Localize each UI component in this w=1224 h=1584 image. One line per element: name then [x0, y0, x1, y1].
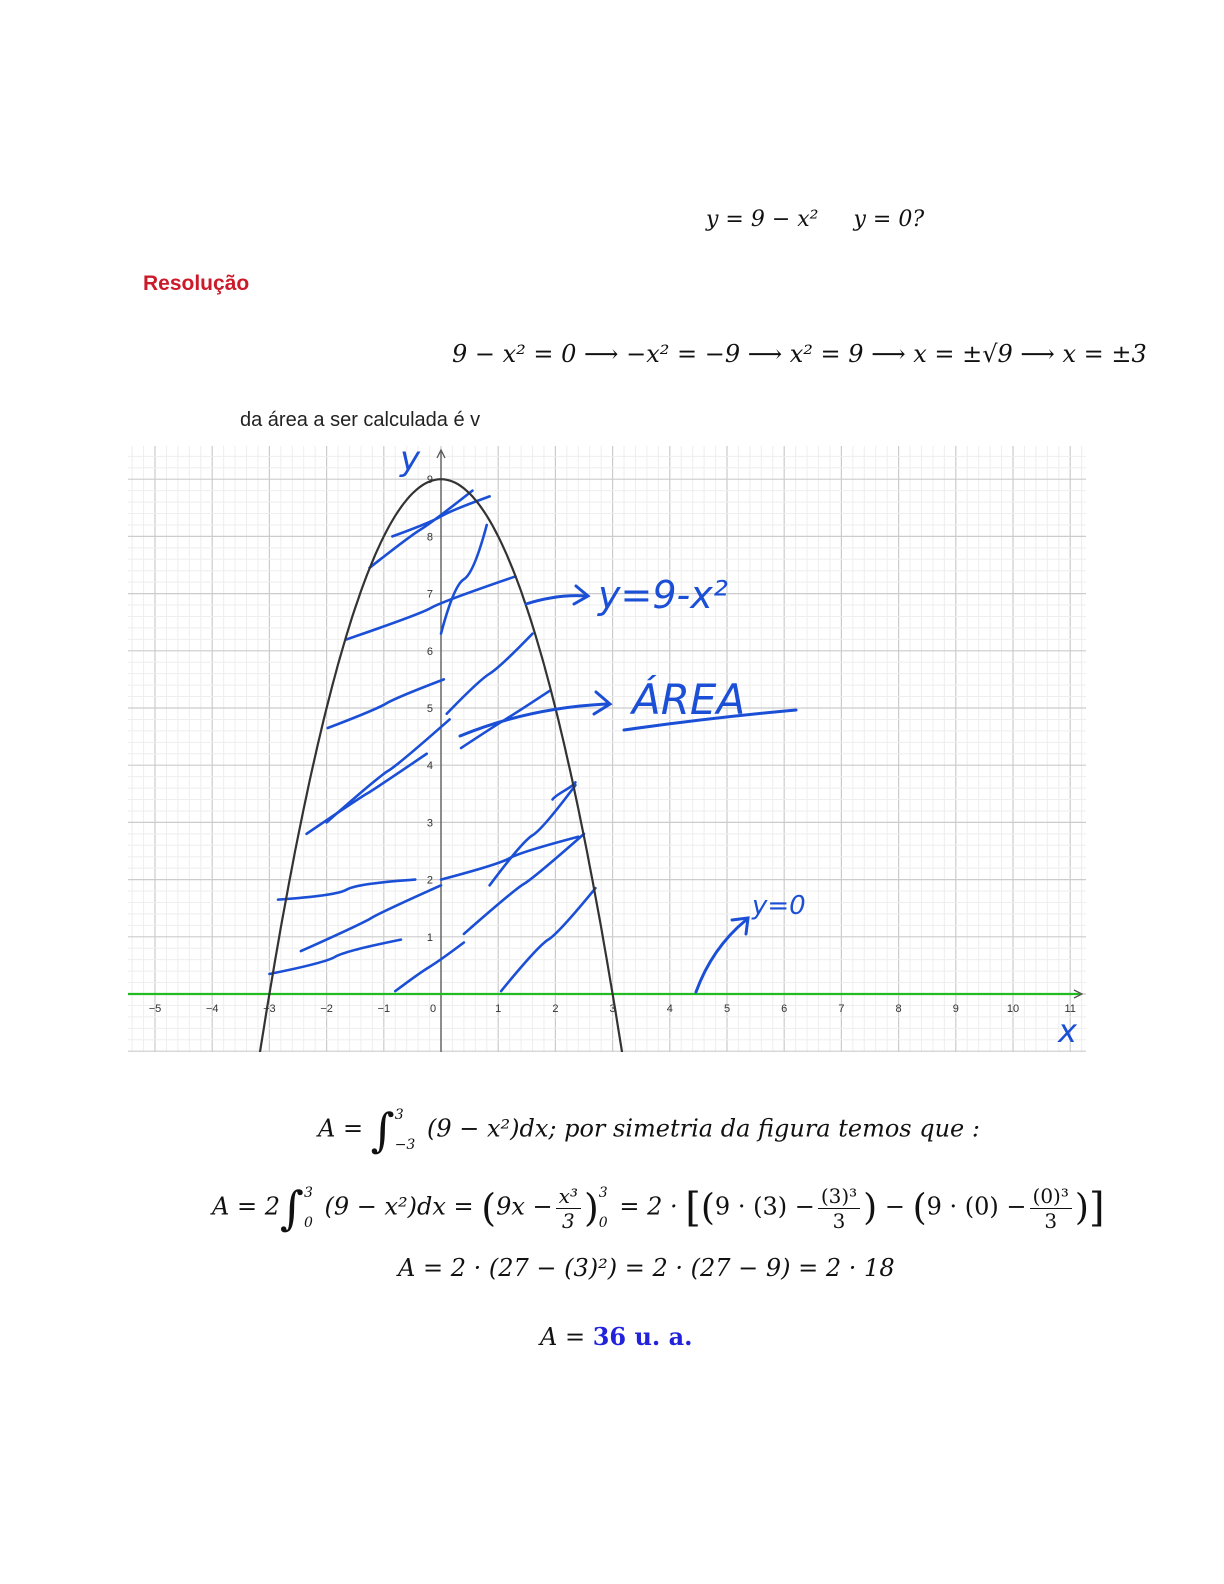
eq2-eval-b: 9 · (0) −: [926, 1192, 1027, 1221]
upper-limit: 3: [303, 1185, 313, 1201]
roots-equation: 9 − x² = 0 ⟶ −x² = −9 ⟶ x² = 9 ⟶ x = ±√9 ⟶ x = ±3: [452, 340, 1147, 368]
x-tick-label: −4: [205, 1003, 219, 1015]
curve-label-y-equals-9-minus-x2: y=9-x²: [598, 573, 728, 617]
paren-open: (: [481, 1186, 497, 1230]
frac-den: 3: [561, 1208, 575, 1233]
integral-line-3: A = 2 · (27 − (3)²) = 2 · (27 − 9) = 2 · 18: [398, 1254, 895, 1282]
x-tick-label: 7: [838, 1003, 845, 1015]
hatch-stroke: [269, 940, 401, 974]
y-tick-label: 3: [426, 817, 433, 830]
eq2-eval-a: 9 · (3) −: [714, 1192, 815, 1221]
paren-open: (: [700, 1187, 715, 1229]
y-axis-handwritten-label: y: [400, 446, 421, 479]
integral-sign: ∫: [279, 1181, 304, 1235]
frac-num: (0)³: [1030, 1184, 1072, 1209]
x-tick-label: 2: [552, 1003, 559, 1015]
frac-num: x³: [556, 1184, 581, 1209]
x-tick-label: 0: [429, 1003, 437, 1015]
hatch-stroke: [501, 888, 595, 991]
integral-sign: ∫: [370, 1103, 395, 1157]
x-tick-label: 4: [666, 1003, 673, 1015]
hatch-stroke: [278, 880, 415, 900]
frac-den: 3: [1044, 1208, 1058, 1233]
bracket-open: [: [685, 1185, 701, 1231]
eq1-body: (9 − x²)dx; por simetria da figura temos que :: [426, 1114, 980, 1143]
x-tick-label: 10: [1006, 1003, 1020, 1015]
y-tick-label: 9: [426, 474, 433, 487]
paren-close: ): [1074, 1187, 1089, 1229]
area-label: ÁREA: [632, 675, 746, 724]
intro-text: da área a ser calculada é v: [240, 409, 481, 431]
hatch-stroke: [464, 834, 584, 934]
x-tick-label: −5: [148, 1003, 162, 1015]
eq4-lhs: A =: [540, 1323, 586, 1351]
x-tick-label: −2: [320, 1003, 333, 1015]
x-tick-label: 9: [952, 1003, 959, 1015]
x-tick-label: 11: [1064, 1003, 1076, 1015]
paren-open: (: [912, 1187, 927, 1229]
x-tick-label: 6: [781, 1003, 788, 1015]
final-result: 36 u. a.: [592, 1322, 693, 1351]
graph-axes: [128, 450, 1082, 1052]
y-tick-label: 7: [426, 588, 433, 601]
final-result-line: [540, 1322, 693, 1351]
integral-line-2: A = 2∫ 3 0 (9 − x²)dx = (9x − $\frac{\text{x³}}{3}$ ) 3 0 = 2 · [(9 · (3) − $\frac{\text{(3)³}}{3}$ ) − (9 · (0) − $\frac{\text{(0)³}}{3}$ )]: [212, 1178, 1105, 1238]
fraction-0-cubed: [1030, 1184, 1072, 1233]
lower-limit: 0: [303, 1215, 313, 1231]
eq2-body: (9 − x²)dx =: [324, 1192, 474, 1221]
area-graph: [128, 446, 1086, 1052]
y-tick-label: 5: [426, 703, 433, 715]
x-tick-label: 8: [895, 1003, 902, 1015]
eq1-lhs: A =: [318, 1114, 364, 1143]
frac-num: (3)³: [818, 1184, 860, 1209]
fraction-3-cubed: [818, 1184, 860, 1233]
paren-close: ): [863, 1187, 878, 1229]
eval-limits: 3 0: [598, 1185, 608, 1231]
paren-close: ): [583, 1186, 599, 1230]
equation-x-axis: y = 0?: [853, 207, 925, 232]
question-equations: [706, 207, 924, 232]
frac-den: 3: [832, 1208, 846, 1233]
x-tick-label: −3: [263, 1003, 276, 1015]
eq2-rest: = 2 ·: [619, 1192, 678, 1221]
y-tick-label: 2: [426, 874, 433, 887]
lower-limit: −3: [394, 1137, 416, 1153]
x-tick-label: 1: [495, 1003, 502, 1015]
x-tick-label: 5: [723, 1003, 731, 1015]
line-label-y-equals-0: y=0: [752, 891, 806, 921]
x-tick-label: 3: [609, 1003, 616, 1015]
x-axis-handwritten-label: x: [1058, 1012, 1077, 1050]
x-tick-label: −1: [377, 1003, 391, 1015]
section-heading: Resolução: [143, 272, 250, 295]
fraction-x3: [556, 1184, 581, 1233]
y-tick-label: 4: [426, 760, 433, 773]
integral-limits: [304, 1178, 313, 1238]
y-tick-label: 6: [426, 645, 433, 658]
eq2-lhs: A = 2: [212, 1192, 280, 1221]
upper-limit: 3: [394, 1107, 404, 1123]
y-tick-label: 8: [426, 531, 433, 544]
integral-line-1: [318, 1100, 980, 1160]
equation-parabola: y = 9 − x²: [706, 207, 819, 232]
integral-limits: [395, 1100, 416, 1160]
bracket-close: ]: [1088, 1185, 1105, 1231]
eq2-term: 9x −: [496, 1192, 553, 1221]
y-tick-label: 1: [426, 931, 433, 944]
